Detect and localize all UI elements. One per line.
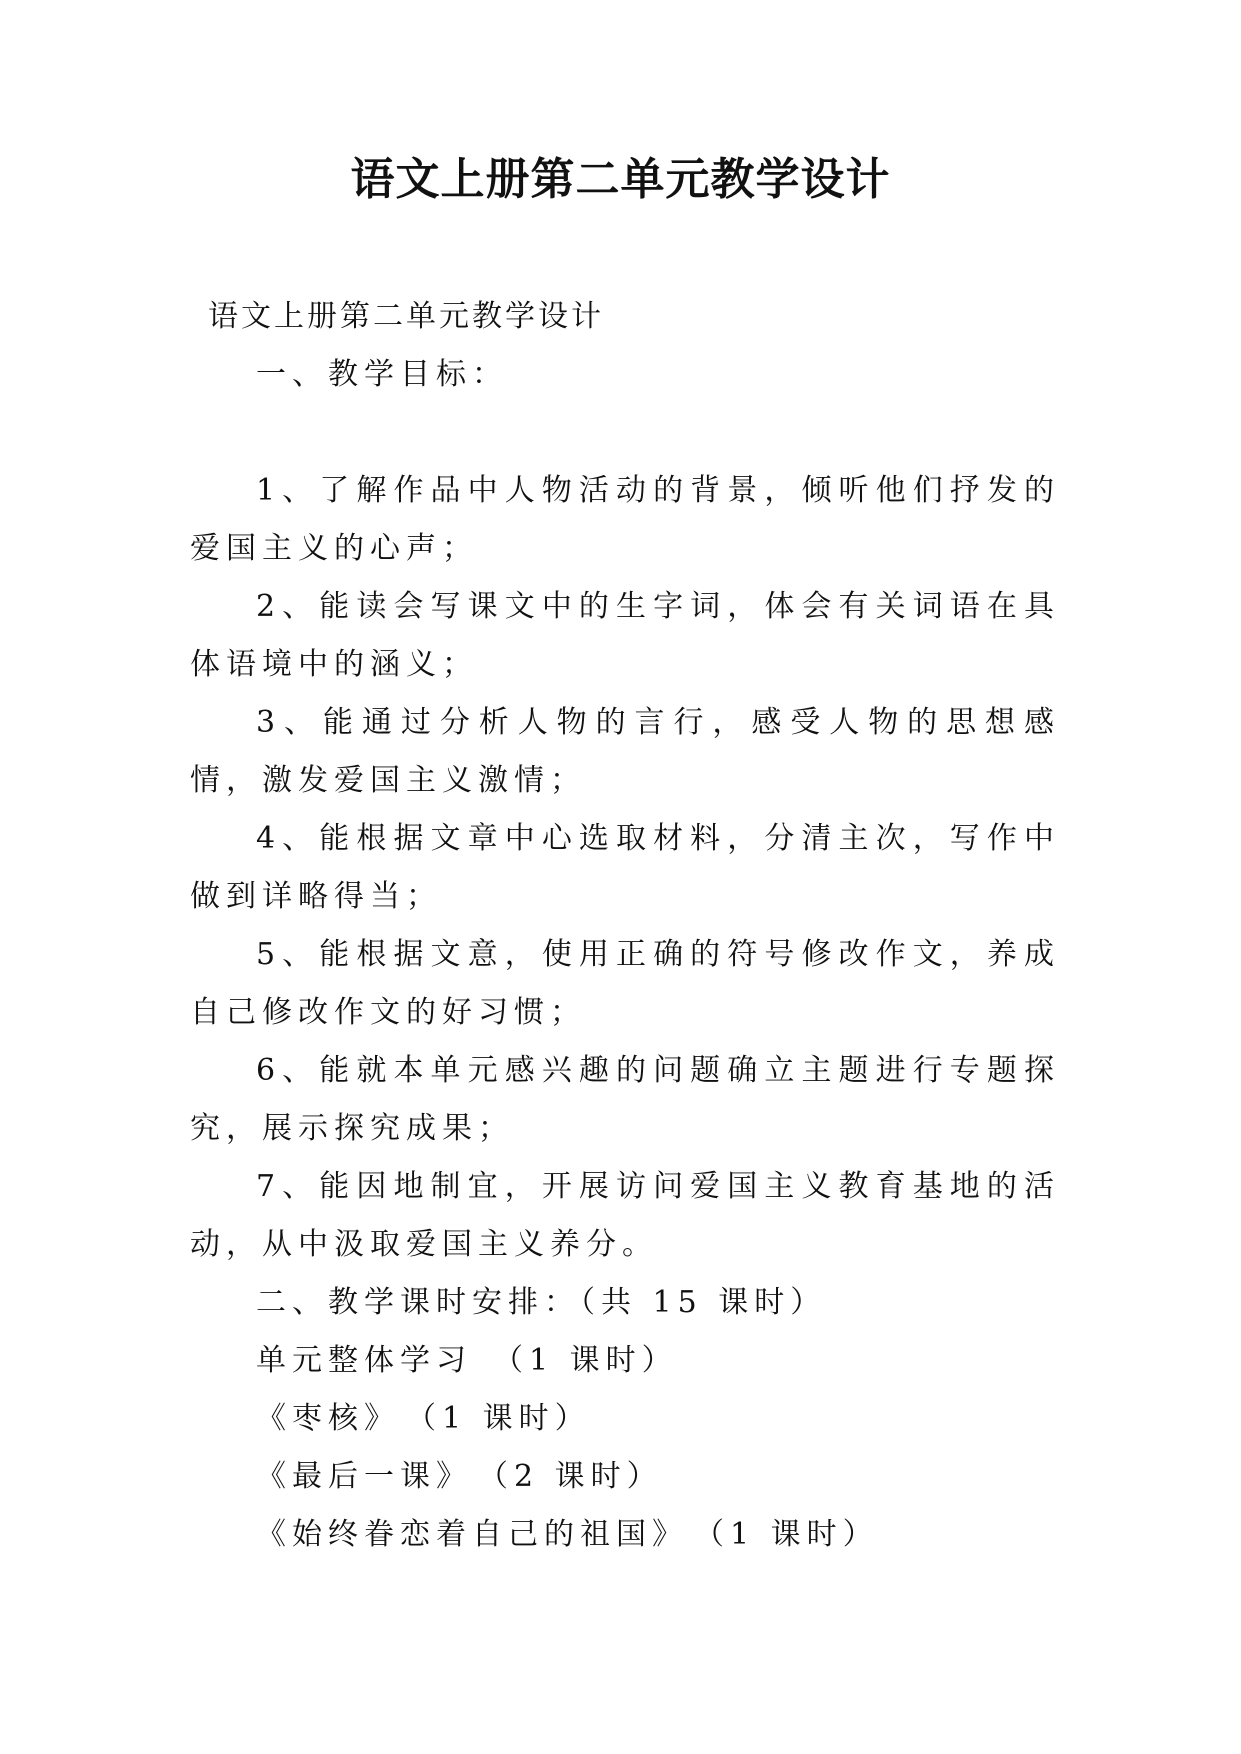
blank-line (190, 404, 1060, 462)
objective-item: 4、能根据文章中心选取材料，分清主次，写作中做到详略得当； (190, 821, 1060, 914)
document-title: 语文上册第二单元教学设计 (350, 154, 891, 205)
objective-item: 1、了解作品中人物活动的背景，倾听他们抒发的爱国主义的心声； (190, 473, 1060, 566)
section-heading-objectives: 一、教学目标： (256, 357, 508, 392)
objective-item: 5、能根据文意，使用正确的符号修改作文，养成自己修改作文的好习惯； (190, 937, 1060, 1030)
schedule-item: 《最后一课》 （2 课时） (256, 1459, 663, 1494)
schedule-item: 《枣核》 （1 课时） (256, 1401, 591, 1436)
schedule-item: 《始终眷恋着自己的祖国》 （1 课时） (256, 1517, 879, 1552)
schedule-item: 单元整体学习 （1 课时） (256, 1343, 678, 1378)
objective-item: 6、能就本单元感兴趣的问题确立主题进行专题探究，展示探究成果； (190, 1053, 1060, 1146)
document-subtitle: 语文上册第二单元教学设计 (208, 299, 604, 334)
document-body (190, 288, 1060, 1564)
section-heading-schedule: 二、教学课时安排：（共 15 课时） (256, 1285, 827, 1320)
objective-item: 3、能通过分析人物的言行，感受人物的思想感情，激发爱国主义激情； (190, 705, 1060, 798)
objective-item: 2、能读会写课文中的生字词，体会有关词语在具体语境中的涵义； (190, 589, 1060, 682)
objective-item: 7、能因地制宜，开展访问爱国主义教育基地的活动，从中汲取爱国主义养分。 (190, 1169, 1060, 1262)
